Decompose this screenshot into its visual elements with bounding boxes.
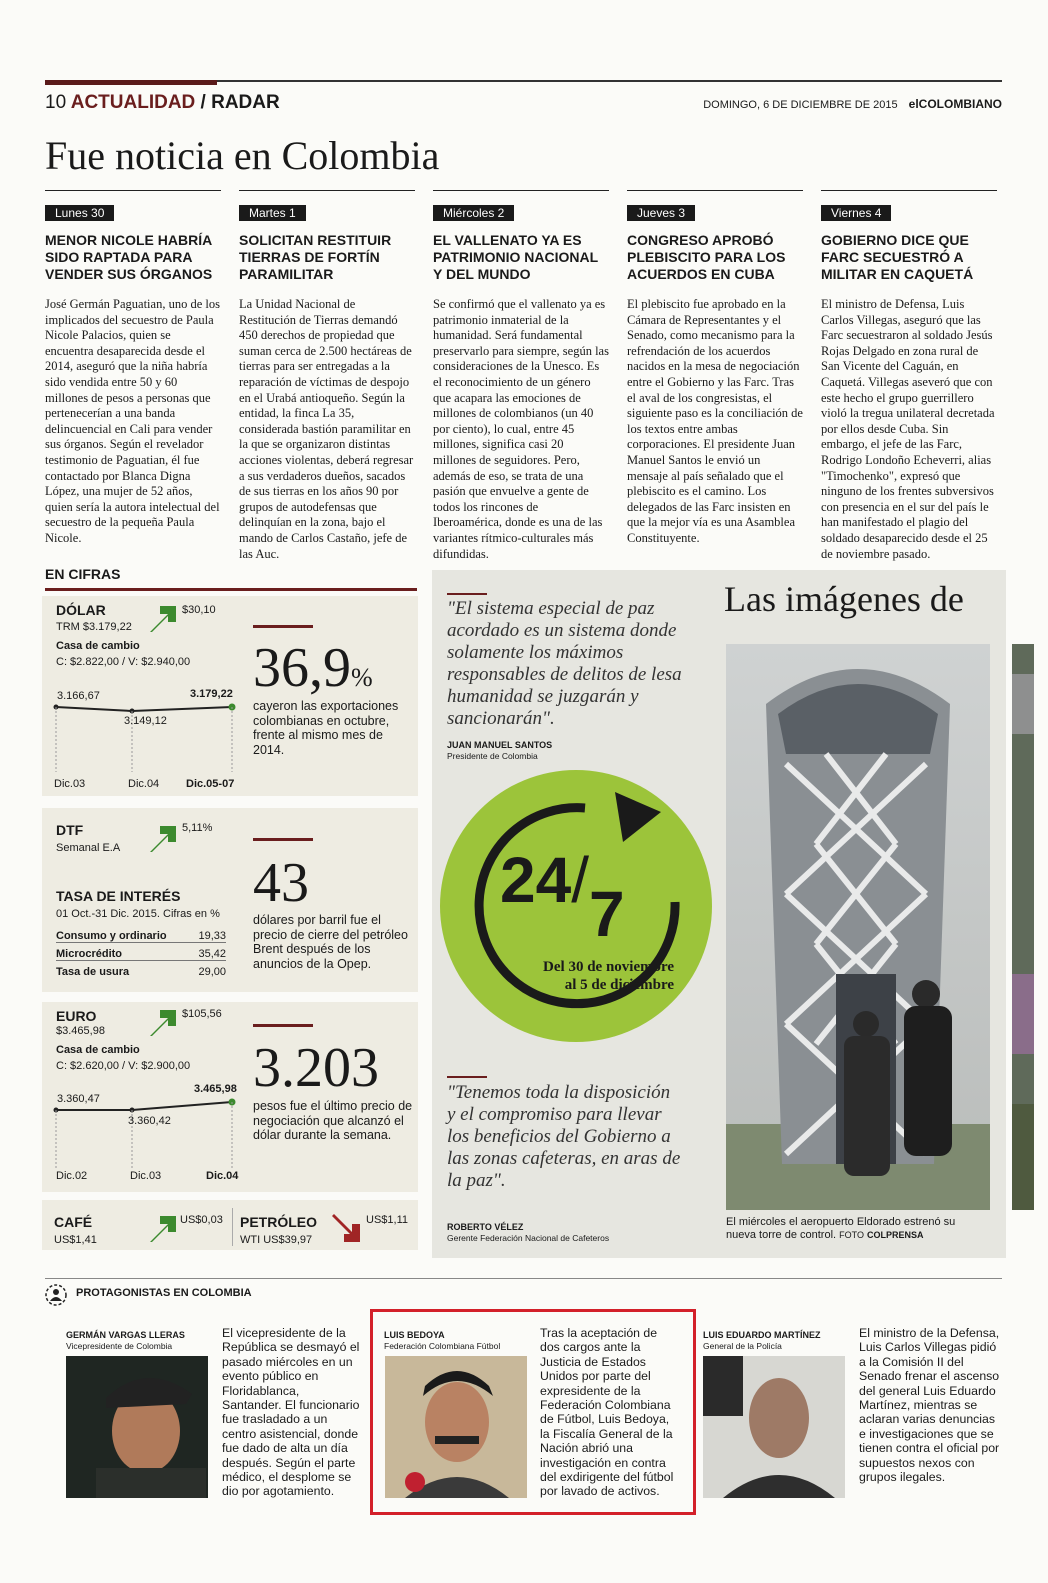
dtf-sub: Semanal E.A <box>56 842 121 854</box>
protagonist-name: GERMÁN VARGAS LLERAS <box>66 1330 185 1340</box>
divider <box>232 1208 233 1246</box>
day-column <box>627 190 803 547</box>
tasa-row-value: 19,33 <box>198 930 226 942</box>
badge-24: 24 <box>500 844 572 916</box>
quote-santos: "El sistema especial de paz acordado es un sistema donde solamente los máximos responsables de delitos de lesa humanidad se juzgarán y sancionarán". <box>447 598 682 729</box>
stat-1 <box>253 637 373 699</box>
tasa-row <box>56 966 226 978</box>
protagonistas-title: PROTAGONISTAS EN COLOMBIA <box>76 1287 252 1299</box>
caption-text: El miércoles el aeropuerto Eldorado estrenó su nueva torre de control. <box>726 1216 956 1241</box>
stat-3-number: 3.203 <box>253 1037 379 1099</box>
newspaper-brand: elCOLOMBIANO <box>908 97 1002 111</box>
day-body: El ministro de Defensa, Luis Carlos Villegas, aseguró que las Farc secuestraron al soldado Jesús Rojas Delgado en zona rural de San Vicente del Caguán, en Caquetá. Villegas aseveró que con este hecho el grupo guerrillero violó la tregua unilateral decretada por ellos desde Cuba. Sin embargo, el jefe de las Farc, Rodrigo Londoño Echeverri, alias "Timochenko", expresó que ninguno de los frentes subversivos con presencia en el sur del país le han manifestado el plagio del soldado desaparecido desde el 25 de noviembre pasado. <box>821 297 995 561</box>
dtf-change: 5,11% <box>182 822 213 834</box>
page-header <box>45 92 280 114</box>
page-number: 10 <box>45 92 67 113</box>
day-column <box>239 190 415 562</box>
page-title: Fue noticia en Colombia <box>45 133 440 178</box>
photo-credit: COLPRENSA <box>867 1230 924 1240</box>
petroleo-change: US$1,11 <box>366 1214 408 1226</box>
protagonist-role: Federación Colombiana Fútbol <box>384 1341 501 1351</box>
dolar-casa-label: Casa de cambio <box>56 640 140 652</box>
dolar-casa: C: $2.822,00 / V: $2.940,00 <box>56 656 191 668</box>
dolar-label: DÓLAR <box>56 602 106 618</box>
petroleo-price: WTI US$39,97 <box>240 1234 313 1246</box>
badge-main <box>500 844 625 950</box>
stat-1-unit: % <box>351 663 373 692</box>
tasa-row-name: Consumo y ordinario <box>56 930 167 942</box>
cafe-change: US$0,03 <box>180 1214 223 1226</box>
tasa-row <box>56 930 226 943</box>
badge-line-2: al 5 de diciembre <box>564 977 674 993</box>
dolar-point-2: 3.149,12 <box>124 715 167 727</box>
quote-velez-role: Gerente Federación Nacional de Cafeteros <box>447 1233 610 1243</box>
stat-3-text: pesos fue el último precio de negociación que alcanzó el dólar durante la semana. <box>253 1099 413 1142</box>
side-photo <box>1012 644 1034 1210</box>
date-bar <box>703 97 1002 111</box>
control-tower-photo <box>726 644 990 1210</box>
protagonist-name: LUIS BEDOYA <box>384 1330 445 1340</box>
tasa-sub: 01 Oct.-31 Dic. 2015. Cifras en % <box>56 908 220 920</box>
day-headline: CONGRESO APROBÓ PLEBISCITO PARA LOS ACUERDOS EN CUBA <box>627 232 786 282</box>
dolar-date-2: Dic.04 <box>128 778 160 790</box>
day-tag: Lunes 30 <box>45 205 114 221</box>
tasa-row-value: 29,00 <box>198 966 226 978</box>
protagonist-text: Tras la aceptación de dos cargos ante la Justicia de Estados Unidos por parte del expresidente de la Federación Colombiana de Fútbol, Luis Bedoya, la Fiscalía General de la Nación abrió una investigación en contra del exdirigente del fútbol por lavado de activos. <box>540 1326 674 1499</box>
tasa-row-name: Tasa de usura <box>56 966 130 978</box>
euro-change: $105,56 <box>182 1008 222 1020</box>
quote-rule <box>447 1076 487 1078</box>
badge-slash: / <box>571 844 589 916</box>
protagonist-name: LUIS EDUARDO MARTÍNEZ <box>703 1330 821 1340</box>
day-body: El plebiscito fue aprobado en la Cámara de Representantes y el Senado, como mecanismo para la refrendación de los acuerdos nacidos en la mesa de negociación entre el Gobierno y las Farc. Tras el aval de los congresistas, el siguiente paso es la conciliación de los textos entre ambas corporaciones. El presidente Juan Manuel Santos le envió un mensaje al país señalado que el plebiscito es el camino. Los delegados de las Farc insisten en que la mejor vía es una Asamblea Constituyente. <box>627 297 803 545</box>
euro-date-3: Dic.04 <box>206 1170 239 1182</box>
day-column <box>821 190 997 562</box>
cafe-price: US$1,41 <box>54 1234 97 1246</box>
protagonist-photo <box>66 1356 208 1498</box>
day-body: La Unidad Nacional de Restitución de Tierras demandó 450 derechos de propiedad que suman cerca de 2.500 hectáreas de tierras para ser entregadas a la reparación de víctimas de despojo en el Urabá antioqueño. Según la entidad, la finca La 35, considerada bastión paramilitar en la que se organizaron distintas acciones violentas, deberá regresar a sus verdaderos dueños, sacados de sus tierras en los años 90 por grupos de autodefensas que delinquían en la zona, bajo el mando de Carlos Castaño, jefe de las Auc. <box>239 297 414 561</box>
section-name: ACTUALIDAD <box>70 92 196 113</box>
up-arrow-icon <box>146 602 178 634</box>
badge-dates <box>502 958 674 994</box>
euro-point-1: 3.360,47 <box>57 1093 100 1105</box>
cafe-label: CAFÉ <box>54 1214 93 1230</box>
images-title: Las imágenes de <box>724 579 964 619</box>
stat-rule <box>253 625 313 628</box>
tasa-row <box>56 948 226 961</box>
petroleo-label: PETRÓLEO <box>240 1214 318 1230</box>
euro-date-1: Dic.02 <box>56 1170 88 1182</box>
euro-price: $3.465,98 <box>56 1025 105 1037</box>
dolar-change: $30,10 <box>182 604 216 616</box>
photo-caption <box>726 1216 976 1242</box>
protagonist-photo <box>703 1356 845 1498</box>
dolar-trm: TRM $3.179,22 <box>56 621 132 633</box>
column-rule <box>45 190 221 191</box>
stat-rule <box>253 838 313 841</box>
euro-casa-label: Casa de cambio <box>56 1044 140 1056</box>
column-rule <box>239 190 415 191</box>
column-rule <box>821 190 997 191</box>
day-tag: Viernes 4 <box>821 205 891 221</box>
day-tag: Miércoles 2 <box>433 205 514 221</box>
dolar-point-1: 3.166,67 <box>57 690 100 702</box>
euro-point-3: 3.465,98 <box>194 1083 237 1095</box>
quote-rule <box>447 593 487 595</box>
stat-1-text: cayeron las exportaciones colombianas en octubre, frente al mismo mes de 2014. <box>253 699 399 757</box>
stat-2-text: dólares por barril fue el precio de cierre del petróleo Brent después de los anuncios de la Opep. <box>253 913 408 971</box>
day-tag: Jueves 3 <box>627 205 695 221</box>
dtf-label: DTF <box>56 822 84 838</box>
quote-velez-author: ROBERTO VÉLEZ <box>447 1222 524 1232</box>
issue-date: DOMINGO, 6 DE DICIEMBRE DE 2015 <box>703 99 898 111</box>
up-arrow-icon <box>146 822 178 854</box>
up-arrow-icon <box>146 1006 178 1038</box>
section-separator: / <box>200 92 206 113</box>
stat-2-number: 43 <box>253 852 309 914</box>
column-rule <box>627 190 803 191</box>
day-headline: GOBIERNO DICE QUE FARC SECUESTRÓ A MILITAR EN CAQUETÁ <box>821 232 974 282</box>
person-icon <box>45 1284 67 1306</box>
cifras-title: EN CIFRAS <box>45 566 121 582</box>
tasa-row-name: Microcrédito <box>56 948 123 960</box>
day-tag: Martes 1 <box>239 205 306 221</box>
tasa-row-value: 35,42 <box>198 948 226 960</box>
section-rule <box>45 1278 1002 1279</box>
day-column <box>45 190 221 547</box>
badge-7: 7 <box>588 878 625 950</box>
euro-point-2: 3.360,42 <box>128 1115 171 1127</box>
dolar-trend-line <box>52 690 242 790</box>
cifras-rule <box>45 588 417 591</box>
day-headline: SOLICITAN RESTITUIR TIERRAS DE FORTÍN PARAMILITAR <box>239 232 392 282</box>
protagonist-photo <box>385 1356 527 1498</box>
up-arrow-icon <box>146 1212 178 1244</box>
euro-label: EURO <box>56 1008 97 1024</box>
quote-velez: "Tenemos toda la disposición y el compromiso para llevar los beneficios del Gobierno a las zonas cafeteras, en aras de la paz". <box>447 1082 681 1191</box>
column-rule <box>433 190 609 191</box>
day-body: Se confirmó que el vallenato ya es patrimonio inmaterial de la humanidad. Será fundamental preservarlo para siempre, según las consideraciones de la Unesco. Es el reconocimiento de un género que acapara las emociones de millones de colombianos (un 40 por ciento), lo cual, entre 45 millones, significa casi 20 millones de seguidores. Pero, además de eso, se trata de una pasión que envuelve a gente de todos los rincones de Iberoamérica, donde es una de las variantes rítmico-culturales más difundidas. <box>433 297 609 561</box>
credit-label: FOTO <box>839 1230 864 1240</box>
section-accent-bar <box>45 80 217 85</box>
euro-casa: C: $2.620,00 / V: $2.900,00 <box>56 1060 191 1072</box>
protagonist-text: El vicepresidente de la República se desmayó el pasado miércoles en un evento público en Floridablanca, Santander. El funcionario fue trasladado a un centro asistencial, donde fue dado de alta un día después. Según el parte médico, el desplome se dio por agotamiento. <box>222 1326 360 1499</box>
badge-line-1: Del 30 de noviembre <box>543 959 674 975</box>
dolar-date-1: Dic.03 <box>54 778 86 790</box>
protagonist-text: El ministro de la Defensa, Luis Carlos Villegas pidió a la Comisión II del Senado frenar el ascenso del general Luis Eduardo Martínez, mientras se aclaran varias denuncias e investigaciones que se tienen contra el oficial por supuestos nexos con grupos ilegales. <box>859 1326 1000 1485</box>
euro-date-2: Dic.03 <box>130 1170 162 1182</box>
day-body: José Germán Paguatian, uno de los implicados del secuestro de Paula Nicole Palacios, quien se encuentra desaparecida desde el 2014, aseguró que la niña habría sido vendida entre 50 y 60 millones de pesos a personas que pertenecerían a una banda delincuencial en Cali para vender sus órganos. Según el revelador testimonio de Paguatian, él fue contactado por Blanca Digna López, una mujer de 52 años, quien sería la autora intelectual del secuestro de la pequeña Paula Nicole. <box>45 297 220 545</box>
tasa-label: TASA DE INTERÉS <box>56 888 181 904</box>
dolar-date-3: Dic.05-07 <box>186 778 235 790</box>
dolar-point-3: 3.179,22 <box>190 688 233 700</box>
down-arrow-icon <box>330 1212 362 1244</box>
day-column <box>433 190 609 562</box>
day-headline: MENOR NICOLE HABRÍA SIDO RAPTADA PARA VENDER SUS ÓRGANOS <box>45 232 213 282</box>
day-headline: EL VALLENATO YA ES PATRIMONIO NACIONAL Y DEL MUNDO <box>433 232 598 282</box>
protagonist-role: General de la Policía <box>703 1341 782 1351</box>
subsection-name: RADAR <box>211 92 280 113</box>
quote-santos-role: Presidente de Colombia <box>447 751 538 761</box>
stat-rule <box>253 1024 313 1027</box>
protagonist-role: Vicepresidente de Colombia <box>66 1341 173 1351</box>
stat-1-number: 36,9 <box>253 637 351 699</box>
quote-santos-author: JUAN MANUEL SANTOS <box>447 740 553 750</box>
